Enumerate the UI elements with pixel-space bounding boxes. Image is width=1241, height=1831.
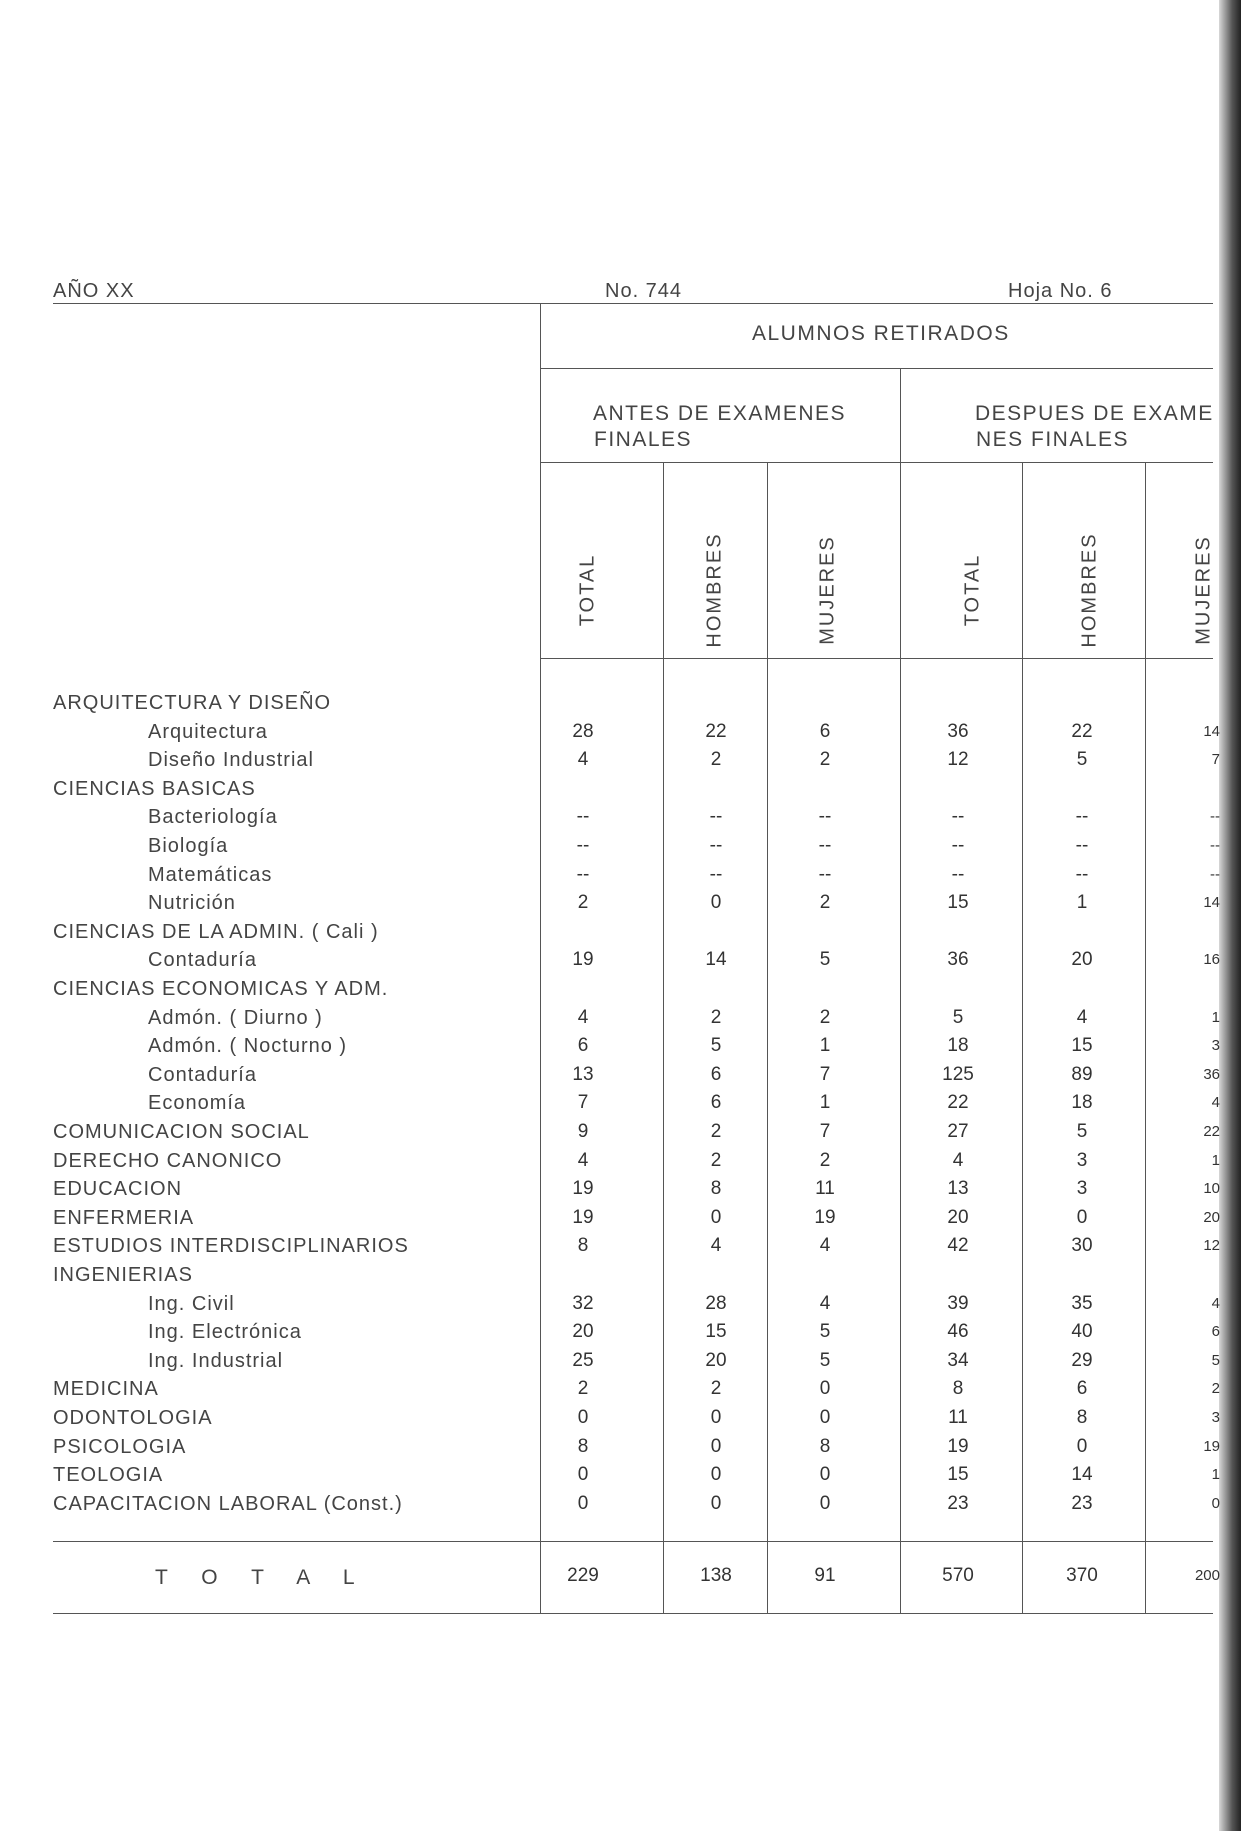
table-cell: 3 <box>1211 1037 1220 1054</box>
total-cell: 200 <box>1194 1567 1220 1584</box>
document-number: No. 744 <box>605 280 683 302</box>
table-cell: 22 <box>1071 721 1093 742</box>
table-cell: 3 <box>1076 1178 1088 1199</box>
table-cell: 4 <box>1076 1007 1088 1028</box>
row-label: Admón. ( Diurno ) <box>148 1007 323 1029</box>
table-cell: 10 <box>1203 1180 1220 1197</box>
table-cell: 2 <box>819 1150 831 1171</box>
table-cell: -- <box>951 864 965 885</box>
table-cell: 18 <box>1071 1092 1093 1113</box>
table-cell: 8 <box>577 1235 589 1256</box>
table-cell: 25 <box>572 1350 594 1371</box>
row-label: CIENCIAS BASICAS <box>53 778 256 800</box>
divider-col-5 <box>1145 462 1146 1613</box>
table-cell: 125 <box>942 1064 974 1085</box>
table-cell: -- <box>1210 837 1220 854</box>
table-cell: 3 <box>1076 1150 1088 1171</box>
row-label: INGENIERIAS <box>53 1264 193 1286</box>
table-cell: 15 <box>947 892 969 913</box>
row-label: DERECHO CANONICO <box>53 1150 283 1172</box>
table-cell: 20 <box>705 1350 727 1371</box>
divider-col-3 <box>900 368 901 1613</box>
table-cell: 36 <box>1203 1066 1220 1083</box>
table-cell: 11 <box>948 1407 968 1428</box>
table-cell: 40 <box>1071 1321 1093 1342</box>
table-cell: 7 <box>819 1121 831 1142</box>
table-cell: 14 <box>705 949 727 970</box>
table-cell: 46 <box>947 1321 969 1342</box>
table-cell: 2 <box>819 892 831 913</box>
table-cell: 0 <box>819 1378 831 1399</box>
table-cell: 4 <box>1211 1094 1220 1111</box>
table-cell: 5 <box>1076 749 1088 770</box>
total-cell: 91 <box>814 1565 836 1586</box>
table-cell: 5 <box>710 1035 722 1056</box>
rule-subgroup <box>540 462 1213 463</box>
table-cell: -- <box>818 806 832 827</box>
table-cell: 4 <box>952 1150 964 1171</box>
total-cell: 229 <box>567 1565 599 1586</box>
table-cell: 20 <box>1203 1209 1220 1226</box>
table-cell: 39 <box>947 1293 969 1314</box>
row-label: Contaduría <box>148 1064 257 1086</box>
table-cell: 0 <box>577 1464 589 1485</box>
row-label: Economía <box>148 1092 247 1114</box>
table-cell: 0 <box>819 1493 831 1514</box>
table-cell: 2 <box>1211 1380 1220 1397</box>
table-cell: 7 <box>819 1064 831 1085</box>
table-cell: -- <box>818 864 832 885</box>
row-label: PSICOLOGIA <box>53 1436 187 1458</box>
row-label: Admón. ( Nocturno ) <box>148 1035 348 1057</box>
table-cell: 34 <box>947 1350 969 1371</box>
rule-group <box>540 368 1213 369</box>
table-cell: 5 <box>1076 1121 1088 1142</box>
row-label: ENFERMERIA <box>53 1207 195 1229</box>
table-cell: 15 <box>947 1464 969 1485</box>
table-cell: 1 <box>1211 1466 1220 1483</box>
table-cell: -- <box>709 835 723 856</box>
table-cell: 15 <box>705 1321 727 1342</box>
table-cell: 0 <box>710 1407 722 1428</box>
table-cell: 4 <box>710 1235 722 1256</box>
table-cell: 0 <box>577 1407 589 1428</box>
table-cell: 14 <box>1203 894 1220 911</box>
col-before-total: TOTAL <box>576 553 599 627</box>
table-cell: -- <box>576 806 590 827</box>
row-label: Arquitectura <box>148 721 268 743</box>
col-after-total: TOTAL <box>961 553 984 627</box>
table-cell: 19 <box>572 1178 594 1199</box>
table-cell: 89 <box>1071 1064 1093 1085</box>
row-label: CIENCIAS DE LA ADMIN. ( Cali ) <box>53 921 379 943</box>
table-cell: 0 <box>577 1493 589 1514</box>
table-cell: 2 <box>710 1121 722 1142</box>
table-cell: 5 <box>819 1321 831 1342</box>
table-cell: 19 <box>572 949 594 970</box>
total-cell: 138 <box>700 1565 732 1586</box>
table-cell: 12 <box>947 749 969 770</box>
table-cell: 0 <box>1076 1436 1088 1457</box>
table-cell: 0 <box>710 1493 722 1514</box>
table-cell: 6 <box>1211 1323 1220 1340</box>
table-cell: 13 <box>572 1064 594 1085</box>
table-cell: 22 <box>705 721 727 742</box>
table-cell: 28 <box>572 721 594 742</box>
total-cell: 570 <box>942 1565 974 1586</box>
table-cell: 4 <box>1211 1295 1220 1312</box>
table-cell: 19 <box>814 1207 836 1228</box>
table-cell: 2 <box>710 749 722 770</box>
rule-total-top <box>53 1541 1213 1542</box>
table-cell: -- <box>951 835 965 856</box>
table-cell: 1 <box>1076 892 1088 913</box>
table-cell: 8 <box>819 1436 831 1457</box>
table-cell: 1 <box>819 1092 831 1113</box>
table-cell: -- <box>951 806 965 827</box>
table-cell: 6 <box>577 1035 589 1056</box>
table-cell: 9 <box>577 1121 589 1142</box>
table-cell: 5 <box>819 1350 831 1371</box>
table-cell: 42 <box>947 1235 969 1256</box>
table-cell: 8 <box>952 1378 964 1399</box>
row-label: COMUNICACION SOCIAL <box>53 1121 310 1143</box>
table-cell: 23 <box>1071 1493 1093 1514</box>
page-edge <box>1219 0 1241 1831</box>
table-cell: 30 <box>1071 1235 1093 1256</box>
table-cell: 35 <box>1071 1293 1093 1314</box>
row-label: Ing. Industrial <box>148 1350 284 1372</box>
year-label: AÑO XX <box>53 280 135 302</box>
table-cell: 0 <box>819 1464 831 1485</box>
row-label: Biología <box>148 835 229 857</box>
table-cell: 20 <box>572 1321 594 1342</box>
row-label: Ing. Electrónica <box>148 1321 302 1343</box>
row-label: EDUCACION <box>53 1178 183 1200</box>
row-label: Nutrición <box>148 892 236 914</box>
row-label: ODONTOLOGIA <box>53 1407 213 1429</box>
table-cell: 3 <box>1211 1409 1220 1426</box>
table-cell: 16 <box>1203 951 1220 968</box>
table-cell: 12 <box>1203 1237 1220 1254</box>
table-cell: 20 <box>1071 949 1093 970</box>
before-title-line2: FINALES <box>594 428 693 451</box>
table-cell: -- <box>576 864 590 885</box>
table-cell: 22 <box>947 1092 969 1113</box>
table-cell: -- <box>1075 864 1089 885</box>
table-cell: 0 <box>710 1436 722 1457</box>
table-cell: 8 <box>710 1178 722 1199</box>
table-cell: 8 <box>577 1436 589 1457</box>
table-cell: 2 <box>577 892 589 913</box>
table-cell: 1 <box>1211 1009 1220 1026</box>
table-cell: 6 <box>1076 1378 1088 1399</box>
divider-col-1 <box>663 462 664 1613</box>
total-label: T O T A L <box>155 1566 369 1589</box>
table-cell: 0 <box>819 1407 831 1428</box>
divider-labels <box>540 303 541 1613</box>
table-cell: 0 <box>710 1464 722 1485</box>
table-cell: -- <box>709 806 723 827</box>
table-cell: -- <box>1075 806 1089 827</box>
table-cell: 13 <box>947 1178 969 1199</box>
row-label: ARQUITECTURA Y DISEÑO <box>53 692 332 714</box>
table-cell: 14 <box>1203 723 1220 740</box>
table-cell: 6 <box>710 1092 722 1113</box>
table-cell: 8 <box>1076 1407 1088 1428</box>
table-cell: 11 <box>815 1178 835 1199</box>
table-cell: 36 <box>947 949 969 970</box>
table-cell: 14 <box>1071 1464 1093 1485</box>
row-label: Diseño Industrial <box>148 749 314 771</box>
table-cell: 15 <box>1071 1035 1093 1056</box>
rule-columns <box>540 658 1213 659</box>
table-cell: 0 <box>710 892 722 913</box>
table-cell: -- <box>1210 808 1220 825</box>
table-cell: -- <box>818 835 832 856</box>
table-cell: 0 <box>710 1207 722 1228</box>
table-cell: 2 <box>710 1378 722 1399</box>
table-cell: 0 <box>1211 1495 1220 1512</box>
group-title: ALUMNOS RETIRADOS <box>752 322 1010 345</box>
col-before-women: MUJERES <box>816 535 839 645</box>
after-title-line2: NES FINALES <box>976 428 1130 451</box>
before-title-line1: ANTES DE EXAMENES <box>593 402 847 425</box>
table-cell: 32 <box>572 1293 594 1314</box>
table-cell: -- <box>1210 866 1220 883</box>
table-cell: 2 <box>819 749 831 770</box>
table-cell: 19 <box>947 1436 969 1457</box>
table-cell: -- <box>709 864 723 885</box>
table-cell: 4 <box>819 1235 831 1256</box>
divider-col-2 <box>767 462 768 1613</box>
table-cell: 23 <box>947 1493 969 1514</box>
row-label: Bacteriología <box>148 806 278 828</box>
table-cell: 2 <box>819 1007 831 1028</box>
after-title-line1: DESPUES DE EXAME <box>975 402 1214 425</box>
table-cell: 19 <box>572 1207 594 1228</box>
table-cell: 6 <box>819 721 831 742</box>
table-cell: 36 <box>947 721 969 742</box>
table-cell: 7 <box>1211 751 1220 768</box>
row-label: Ing. Civil <box>148 1293 235 1315</box>
row-label: MEDICINA <box>53 1378 159 1400</box>
table-cell: 0 <box>1076 1207 1088 1228</box>
row-label: ESTUDIOS INTERDISCIPLINARIOS <box>53 1235 409 1257</box>
total-cell: 370 <box>1066 1565 1098 1586</box>
table-cell: 7 <box>577 1092 589 1113</box>
row-label: CAPACITACION LABORAL (Const.) <box>53 1493 403 1515</box>
row-label: Matemáticas <box>148 864 273 886</box>
row-label: CIENCIAS ECONOMICAS Y ADM. <box>53 978 389 1000</box>
table-cell: -- <box>1075 835 1089 856</box>
row-label: TEOLOGIA <box>53 1464 164 1486</box>
table-cell: 18 <box>947 1035 969 1056</box>
table-cell: -- <box>576 835 590 856</box>
rule-header <box>53 303 1213 304</box>
table-cell: 5 <box>819 949 831 970</box>
col-after-women: MUJERES <box>1192 535 1215 645</box>
table-cell: 27 <box>947 1121 969 1142</box>
table-cell: 2 <box>710 1150 722 1171</box>
rule-total-bottom <box>53 1613 1213 1614</box>
table-cell: 4 <box>819 1293 831 1314</box>
table-cell: 28 <box>705 1293 727 1314</box>
divider-col-4 <box>1022 462 1023 1613</box>
col-after-men: HOMBRES <box>1078 532 1101 648</box>
sheet-number: Hoja No. 6 <box>1008 280 1113 302</box>
table-cell: 22 <box>1203 1123 1220 1140</box>
row-label: Contaduría <box>148 949 257 971</box>
table-cell: 20 <box>947 1207 969 1228</box>
table-cell: 1 <box>819 1035 831 1056</box>
table-cell: 4 <box>577 1007 589 1028</box>
col-before-men: HOMBRES <box>703 532 726 648</box>
table-cell: 29 <box>1071 1350 1093 1371</box>
table-cell: 2 <box>577 1378 589 1399</box>
table-cell: 19 <box>1203 1438 1220 1455</box>
table-cell: 5 <box>1211 1352 1220 1369</box>
table-cell: 6 <box>710 1064 722 1085</box>
table-cell: 4 <box>577 1150 589 1171</box>
table-cell: 1 <box>1211 1152 1220 1169</box>
table-cell: 2 <box>710 1007 722 1028</box>
table-cell: 5 <box>952 1007 964 1028</box>
table-cell: 4 <box>577 749 589 770</box>
